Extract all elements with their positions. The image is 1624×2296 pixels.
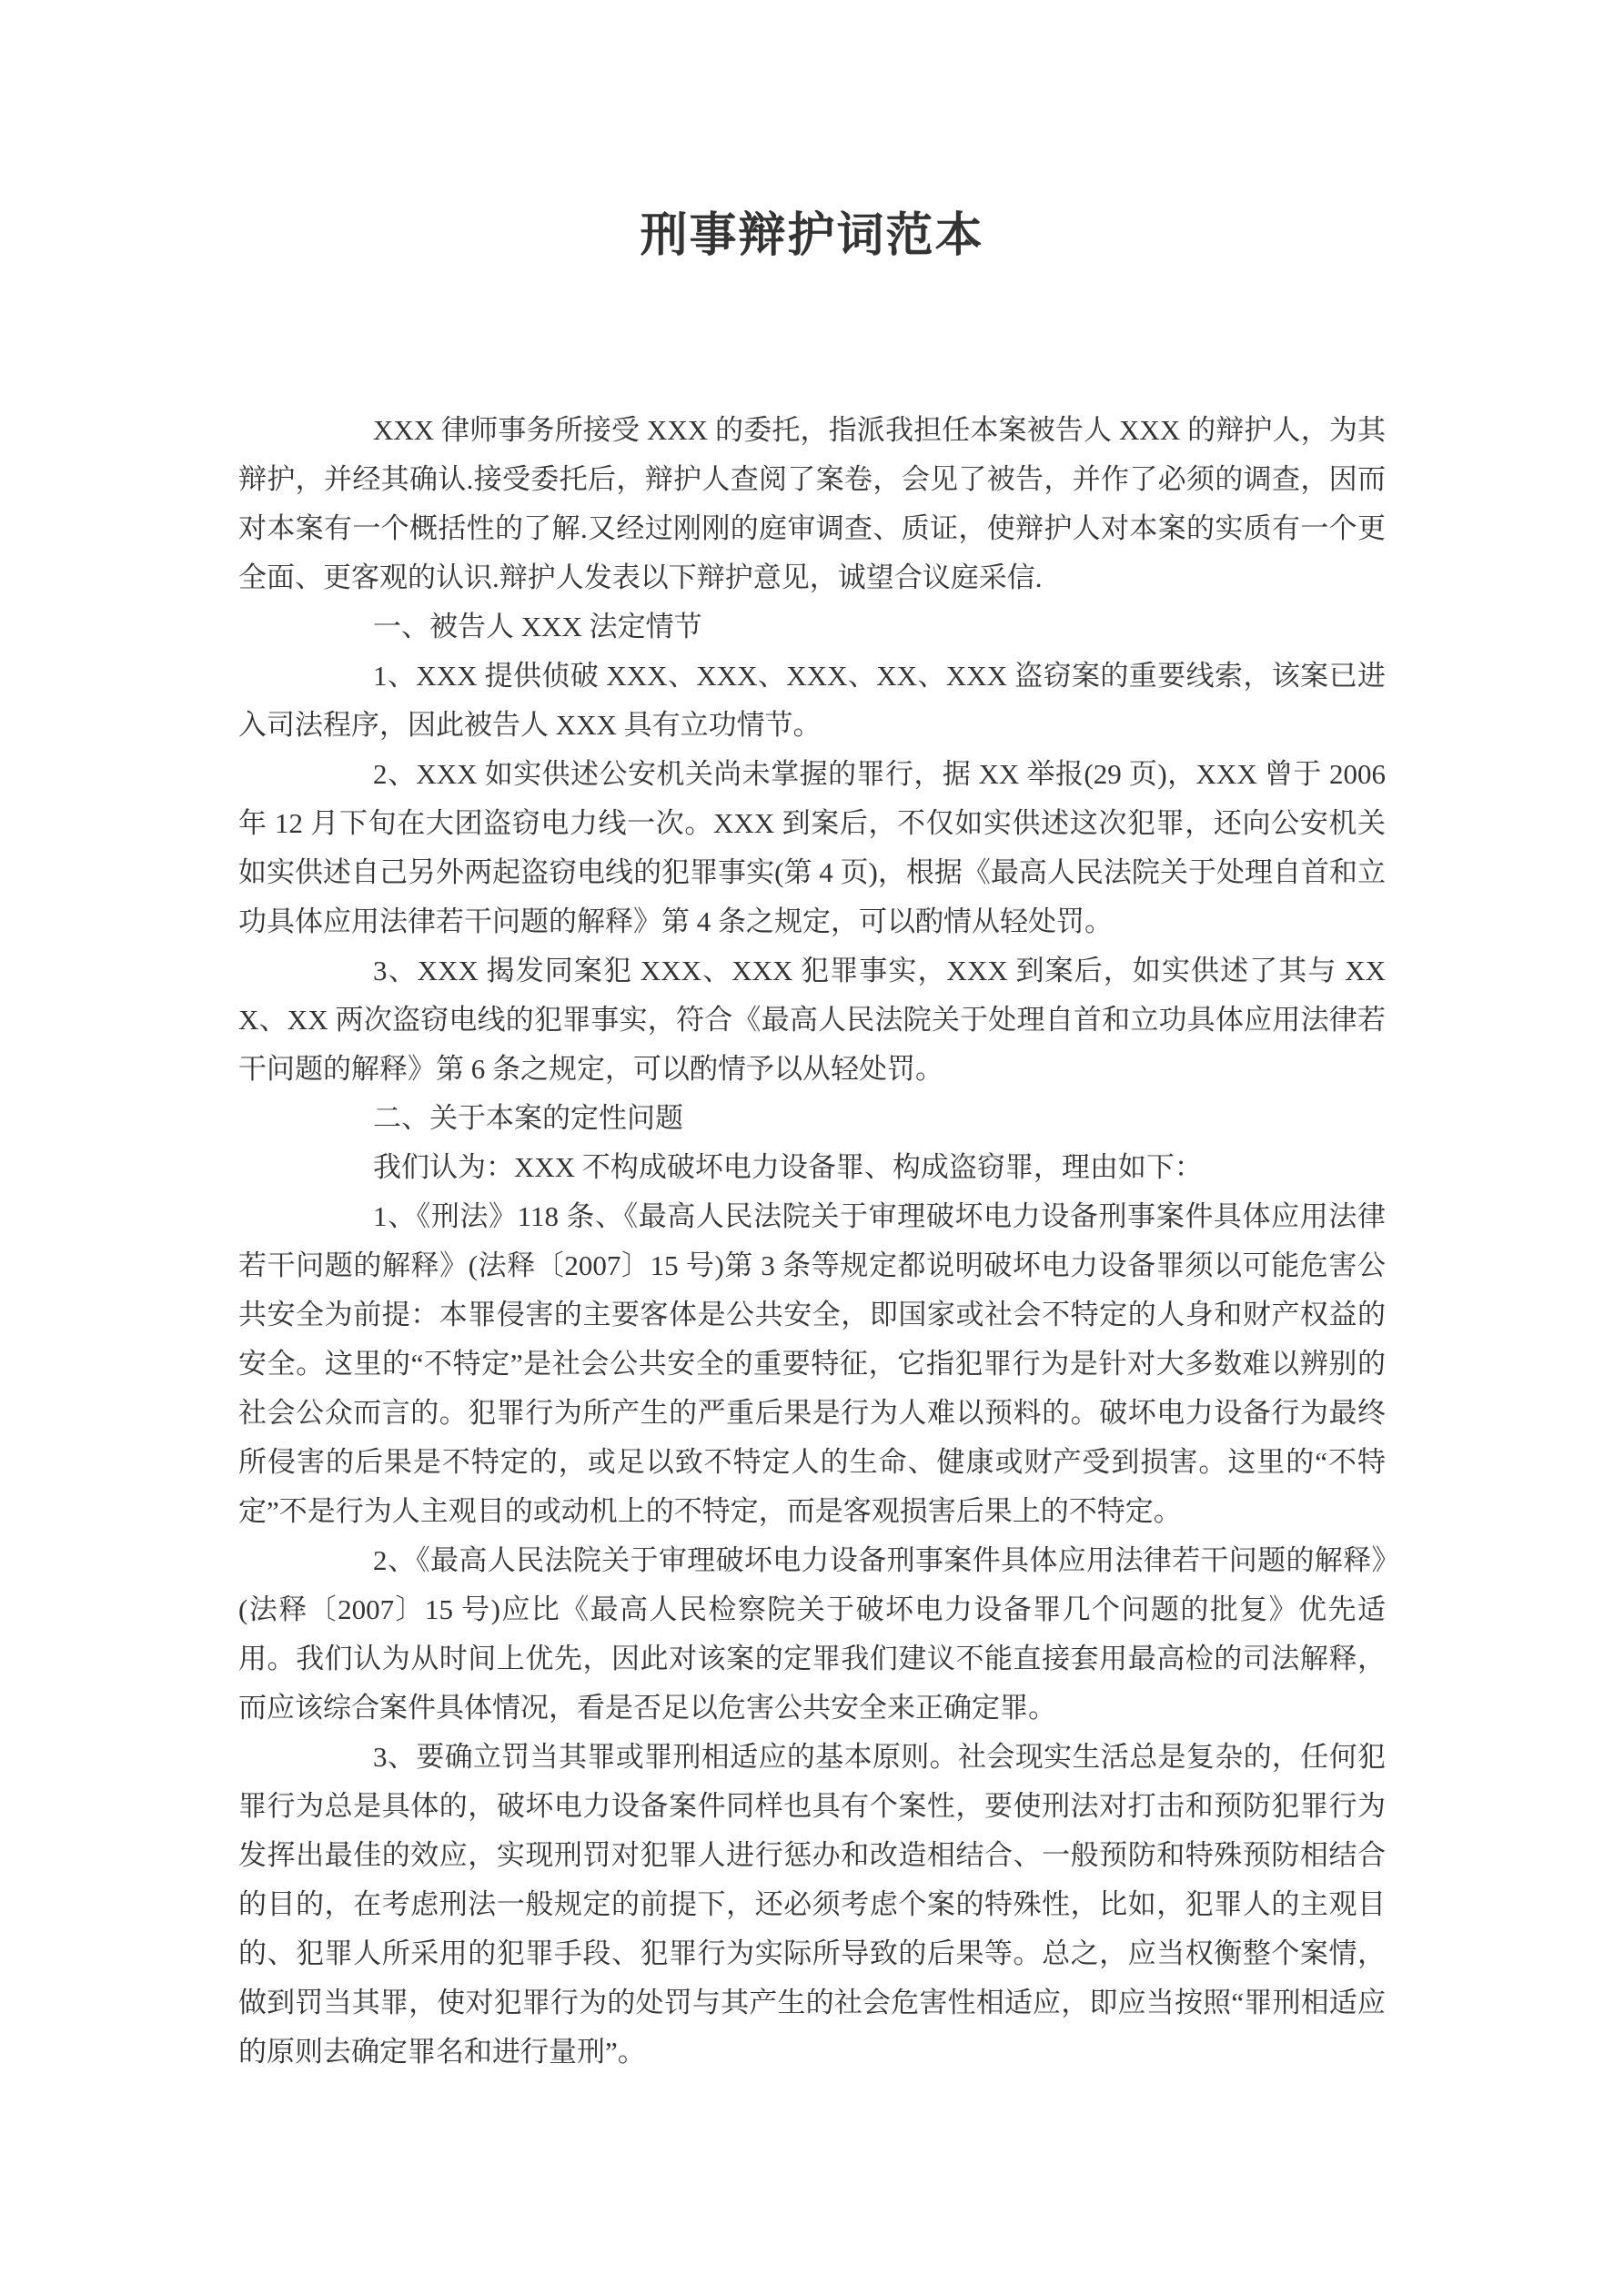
document-body <box>238 406 1386 2077</box>
paragraph: 二、关于本案的定性问题 <box>373 1102 683 1134</box>
paragraph: 1、《刑法》118 条、《最高人民法院关于审理破坏电力设备刑事案件具体应用法律若干问题的解释》(法释〔2007〕15 号)第 3 条等规定都说明破坏电力设备罪须以可能危害公共安全为前提：本罪侵害的主要客体是公共安全，即国家或社会不特定的人身和财产权益的安全。这里的“不特定”是社会公共安全的重要特征，它指犯罪行为是针对大多数难以辨别的社会公众而言的。犯罪行为所产生的严重后果是行为人难以预料的。破坏电力设备行为最终所侵害的后果是不特定的，或足以致不特定人的生命、健康或财产受到损害。这里的“不特定”不是行为人主观目的或动机上的不特定，而是客观损害后果上的不特定。 <box>238 1200 1386 1527</box>
paragraph: 2、XXX 如实供述公安机关尚未掌握的罪行，据 XX 举报(29 页)，XXX 曾于 2006 年 12 月下旬在大团盗窃电力线一次。XXX 到案后，不仅如实供述这次犯罪，还向公安机关如实供述自己另外两起盗窃电线的犯罪事实(第 4 页)，根据《最高人民法院关于处理自首和立功具体应用法律若干问题的解释》第 4 条之规定，可以酌情从轻处罚。 <box>238 758 1386 937</box>
document-title: 刑事辩护词范本 <box>640 208 984 263</box>
document-content <box>238 0 1386 2077</box>
paragraph: 2、《最高人民法院关于审理破坏电力设备刑事案件具体应用法律若干问题的解释》(法释〔2007〕15 号)应比《最高人民检察院关于破坏电力设备罪几个问题的批复》优先适用。我们认为从时间上优先，因此对该案的定罪我们建议不能直接套用最高检的司法解释，而应该综合案件具体情况，看是否足以危害公共安全来正确定罪。 <box>238 1544 1386 1724</box>
paragraph: 1、XXX 提供侦破 XXX、XXX、XXX、XX、XXX 盗窃案的重要线索，该案已进入司法程序，因此被告人 XXX 具有立功情节。 <box>238 660 1386 741</box>
paragraph: XXX 律师事务所接受 XXX 的委托，指派我担任本案被告人 XXX 的辩护人，为其辩护，并经其确认.接受委托后，辩护人查阅了案卷，会见了被告，并作了必须的调查，因而对本案有一个概括性的了解.又经过刚刚的庭审调查、质证，使辩护人对本案的实质有一个更全面、更客观的认识.辩护人发表以下辩护意见，诚望合议庭采信. <box>238 414 1386 593</box>
paragraph: 3、要确立罚当其罪或罪刑相适应的基本原则。社会现实生活总是复杂的，任何犯罪行为总是具体的，破坏电力设备案件同样也具有个案性，要使刑法对打击和预防犯罪行为发挥出最佳的效应，实现刑罚对犯罪人进行惩办和改造相结合、一般预防和特殊预防相结合的目的，在考虑刑法一般规定的前提下，还必须考虑个案的特殊性，比如，犯罪人的主观目的、犯罪人所采用的犯罪手段、犯罪行为实际所导致的后果等。总之，应当权衡整个案情，做到罚当其罪，使对犯罪行为的处罚与其产生的社会危害性相适应，即应当按照“罪刑相适应的原则去确定罪名和进行量刑”。 <box>238 1741 1386 2068</box>
paragraph: 3、XXX 揭发同案犯 XXX、XXX 犯罪事实，XXX 到案后，如实供述了其与 XXX、XX 两次盗窃电线的犯罪事实，符合《最高人民法院关于处理自首和立功具体应用法律若干问题的解释》第 6 条之规定，可以酌情予以从轻处罚。 <box>238 955 1386 1085</box>
paragraph: 我们认为：XXX 不构成破坏电力设备罪、构成盗窃罪，理由如下： <box>373 1151 1203 1183</box>
paragraph: 一、被告人 XXX 法定情节 <box>373 611 702 642</box>
